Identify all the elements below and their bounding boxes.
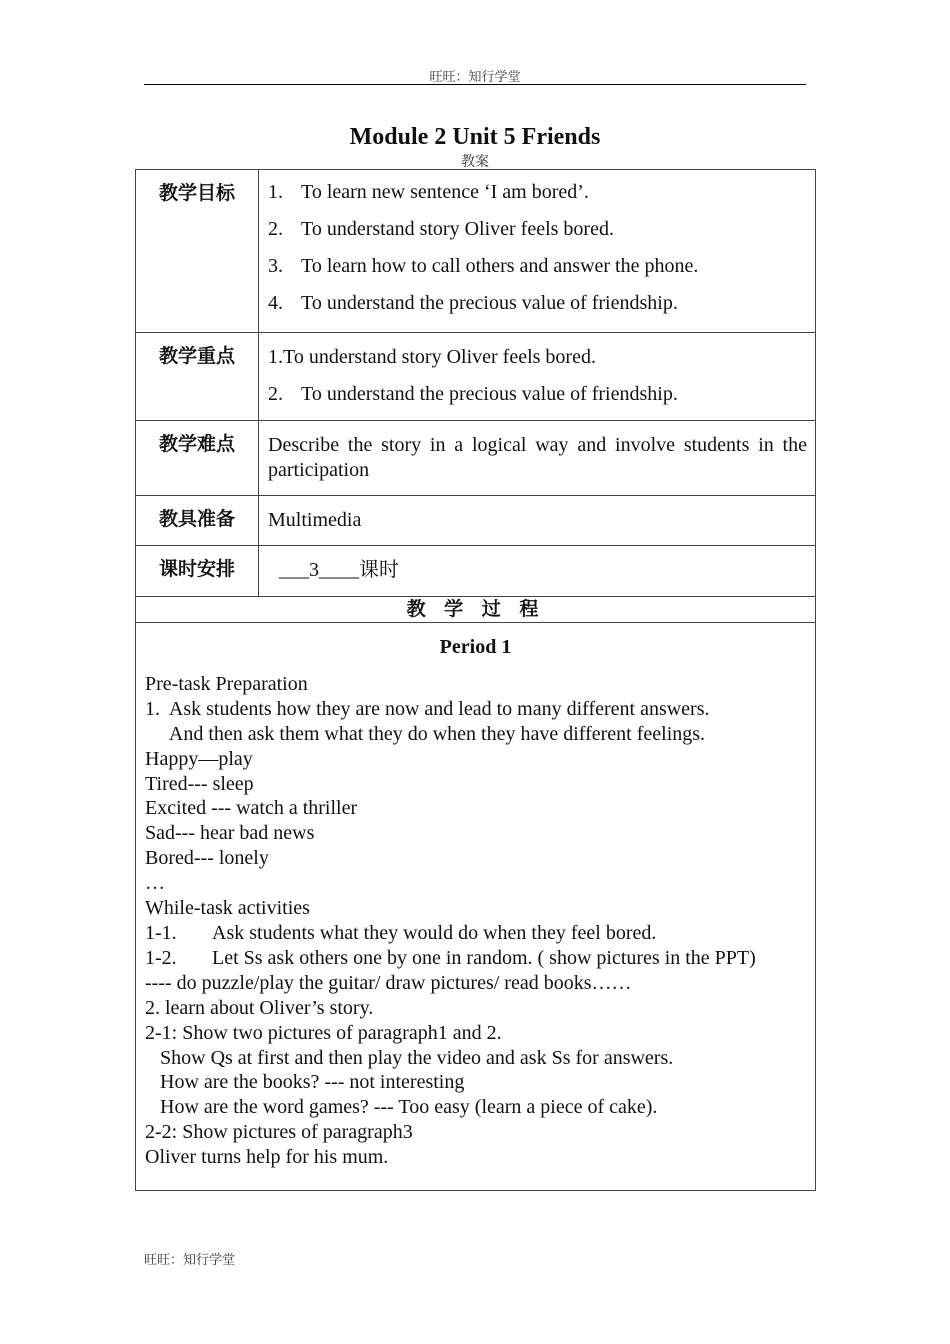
list-number: 2. (268, 383, 283, 405)
materials-row (136, 496, 816, 546)
header-divider (144, 84, 806, 85)
list-number: 3. (268, 255, 283, 277)
process-line: Happy—play (145, 747, 253, 770)
process-title: 教 学 过 程 (136, 597, 816, 623)
process-line: Sad--- hear bad news (145, 822, 315, 845)
objectives-content (259, 170, 816, 333)
step-text: Let Ss ask others one by one in random. ( show pictures in the PPT) (212, 946, 756, 969)
process-line: Excited --- watch a thriller (145, 797, 358, 820)
process-line: How are the word games? --- Too easy (learn a piece of cake). (145, 1096, 658, 1119)
objectives-label-cell (136, 170, 259, 333)
difficulties-row (136, 421, 816, 496)
process-line: 2-1: Show two pictures of paragraph1 and 2. (145, 1021, 502, 1044)
page-footer: 旺旺：知行学堂 (144, 1252, 236, 1267)
list-text: To understand story Oliver feels bored. (301, 218, 614, 240)
process-body (136, 623, 815, 1190)
list-item (268, 254, 807, 278)
list-text: To learn new sentence ‘I am bored’. (301, 181, 589, 203)
process-line: How are the books? --- not interesting (145, 1071, 465, 1094)
period-heading: Period 1 (439, 636, 512, 658)
process-line: Bored--- lonely (145, 847, 269, 870)
page-header: 旺旺：知行学堂 (429, 69, 521, 84)
key-points-content (259, 333, 816, 421)
step-number: 1-2. (145, 946, 177, 969)
difficulties-content (259, 421, 816, 496)
objectives-list (259, 170, 815, 323)
list-text: To understand the precious value of friendship. (301, 383, 678, 405)
process-line: 2-2: Show pictures of paragraph3 (145, 1121, 413, 1144)
list-number: 1. (268, 181, 283, 203)
lesson-plan-table (135, 169, 816, 1191)
process-line: 2. learn about Oliver’s story. (145, 996, 374, 1019)
process-line (145, 921, 806, 946)
key-point-1: 1.To understand story Oliver feels bored. (268, 346, 596, 368)
process-line: … (145, 872, 165, 895)
materials-label-cell (136, 496, 259, 546)
list-item (268, 180, 807, 204)
step-number: 1-1. (145, 921, 177, 944)
schedule-content (259, 546, 816, 597)
document-title: Module 2 Unit 5 Friends (349, 124, 601, 150)
key-point-2 (259, 369, 815, 406)
process-content (136, 623, 816, 1191)
list-text: To understand the precious value of friendship. (301, 292, 678, 314)
step-text: Ask students what they would do when they feel bored. (212, 921, 657, 944)
list-item (268, 217, 807, 241)
key-points-row (136, 333, 816, 421)
schedule-text: ___3____课时 (279, 559, 399, 581)
list-number: 4. (268, 292, 283, 314)
process-line: Oliver turns help for his mum. (145, 1146, 389, 1169)
schedule-row (136, 546, 816, 597)
materials-content (259, 496, 816, 546)
process-line: ---- do puzzle/play the guitar/ draw pictures/ read books…… (145, 971, 632, 994)
schedule-label-cell (136, 546, 259, 597)
process-line: And then ask them what they do when they have different feelings. (150, 722, 706, 745)
list-text: To learn how to call others and answer the phone. (301, 255, 699, 277)
difficulties-label-cell (136, 421, 259, 496)
objectives-row (136, 170, 816, 333)
process-line: Pre-task Preparation (145, 672, 308, 695)
document-subtitle: 教案 (461, 155, 489, 170)
materials-text: Multimedia (268, 509, 362, 531)
list-number: 2. (268, 218, 283, 240)
process-line: While-task activities (145, 897, 310, 920)
objectives-label: 教学目标 (158, 182, 235, 204)
process-line: Show Qs at first and then play the video and ask Ss for answers. (145, 1046, 674, 1069)
process-line: 1. Ask students how they are now and lead to many different answers. (145, 697, 710, 720)
process-title-row (136, 597, 816, 623)
materials-label: 教具准备 (158, 508, 235, 530)
schedule-label: 课时安排 (158, 558, 235, 580)
key-points-label-cell (136, 333, 259, 421)
process-body-row (136, 623, 816, 1191)
process-line (145, 946, 806, 971)
difficulties-label: 教学难点 (158, 433, 235, 455)
process-line: Tired--- sleep (145, 772, 254, 795)
difficulties-text: Describe the story in a logical way and involve students in the participation (268, 434, 807, 481)
list-item (268, 291, 807, 315)
key-points-label: 教学重点 (158, 345, 235, 367)
